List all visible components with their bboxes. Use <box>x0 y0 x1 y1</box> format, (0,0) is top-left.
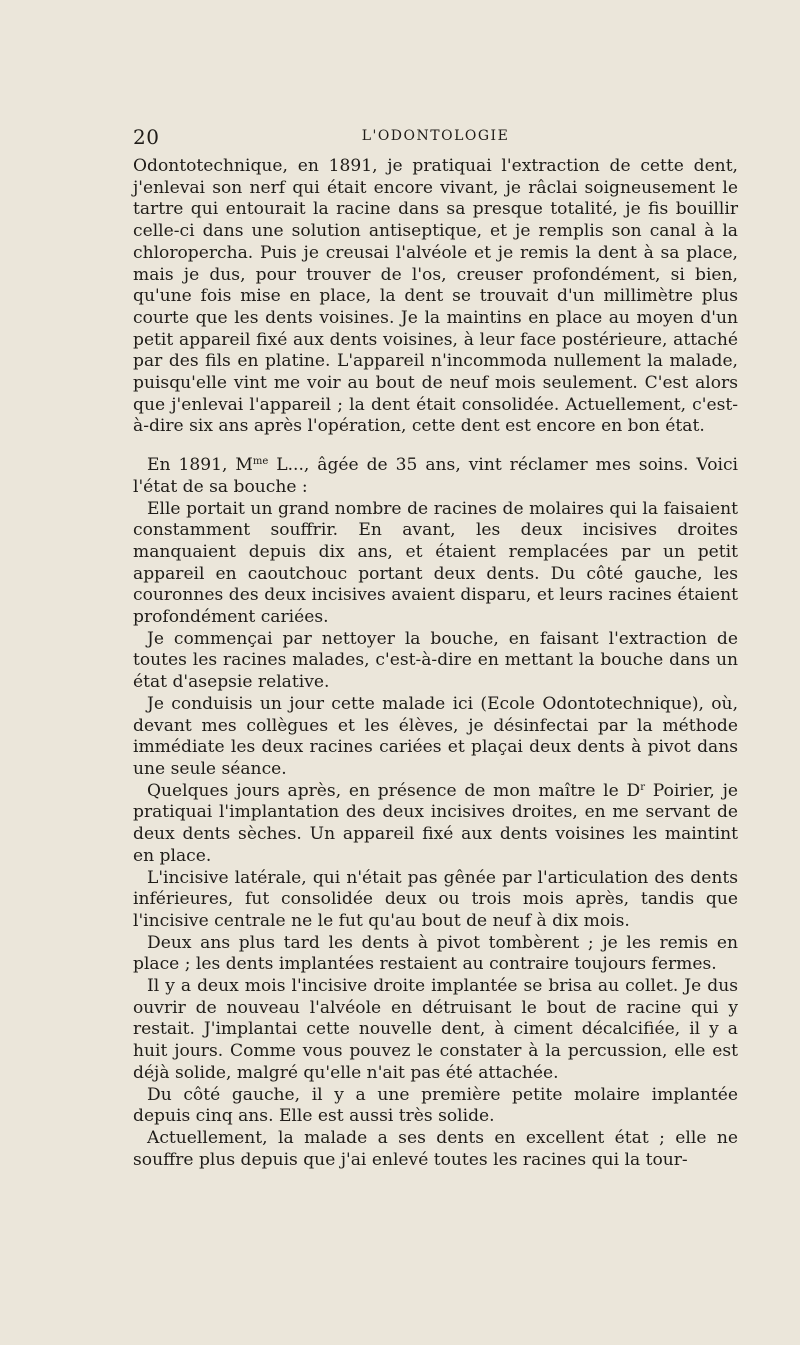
paragraph: Du côté gauche, il y a une première petite molaire implantée depuis cinq ans. Elle est aussi très solide. <box>133 1084 738 1127</box>
body-text <box>133 156 738 1171</box>
superscript: r <box>640 781 646 793</box>
page-number: 20 <box>133 125 160 149</box>
paragraph: Elle portait un grand nombre de racines de molaires qui la faisaient constamment souffrir. En avant, les deux incisives droites manquaient depuis dix ans, et étaient remplacées par un petit appareil en caoutchouc portant deux dents. Du côté gauche, les couronnes des deux incisives avaient disparu, et leurs racines étaient profondément cariées. <box>133 498 738 628</box>
paragraph-text: En 1891, M <box>147 455 253 476</box>
paragraph: L'incisive latérale, qui n'était pas gênée par l'articulation des dents inférieures, fut consolidée deux ou trois mois après, tandis que l'incisive centrale ne le fut qu'au bout de neuf à dix mois. <box>133 867 738 931</box>
paragraph: Odontotechnique, en 1891, je pratiquai l'extraction de cette dent, j'enlevai son nerf qui était encore vivant, je râclai soigneusement le tartre qui entourait la racine dans sa presque totalité, je fis bouillir celle-ci dans une solution antiseptique, et je remplis son canal à la chloropercha. Puis je creusai l'alvéole et je remis la dent à sa place, mais je dus, pour trouver de l'os, creuser profondément, si bien, qu'une fois mise en place, la dent se trouvait d'un millimètre plus courte que les dents voisines. Je la maintins en place au moyen d'un petit appareil fixé aux dents voisines, à leur face postérieure, attaché par des fils en platine. L'appareil n'incommoda nullement la malade, puisqu'elle vint me voir au bout de neuf mois seulement. C'est alors que j'enlevai l'appareil ; la dent était consolidée. Actuellement, c'est-à-dire six ans après l'opération, cette dent est encore en bon état. <box>133 156 738 437</box>
paragraph <box>133 781 738 868</box>
paragraph: Actuellement, la malade a ses dents en excellent état ; elle ne souffre plus depuis que j'ai enlevé toutes les racines qui la tour- <box>133 1127 738 1170</box>
paragraph: Il y a deux mois l'incisive droite implantée se brisa au collet. Je dus ouvrir de nouveau l'alvéole en détruisant le bout de racine qui y restait. J'implantai cette nouvelle dent, à ciment décalcifiée, il y a huit jours. Comme vous pouvez le constater à la percussion, elle est déjà solide, malgré qu'elle n'ait pas été attachée. <box>133 976 738 1083</box>
superscript: me <box>252 456 269 468</box>
paragraph-text: Quelques jours après, en présence de mon maître le D <box>147 780 641 801</box>
running-title: L'ODONTOLOGIE <box>361 128 510 144</box>
paragraph <box>133 455 738 498</box>
paragraph-text: Poirier, je pratiquai l'implantation des deux incisives droites, en me servant de deux dents sèches. Un appareil fixé aux dents voisines les maintint en place. <box>133 780 738 866</box>
paragraph: Je commençai par nettoyer la bouche, en faisant l'extraction de toutes les racines malades, c'est-à-dire en mettant la bouche dans un état d'asepsie relative. <box>133 628 738 693</box>
paragraph-text: L..., âgée de 35 ans, vint réclamer mes soins. Voici l'état de sa bouche : <box>133 455 739 497</box>
paragraph: Deux ans plus tard les dents à pivot tombèrent ; je les remis en place ; les dents implantées restaient au contraire toujours fermes. <box>133 932 738 975</box>
paragraph: Je conduisis un jour cette malade ici (Ecole Odontotechnique), où, devant mes collègues et les élèves, je désinfectai par la méthode immédiate les deux racines cariées et plaçai deux dents à pivot dans une seule séance. <box>133 693 738 779</box>
page-header <box>133 125 738 153</box>
